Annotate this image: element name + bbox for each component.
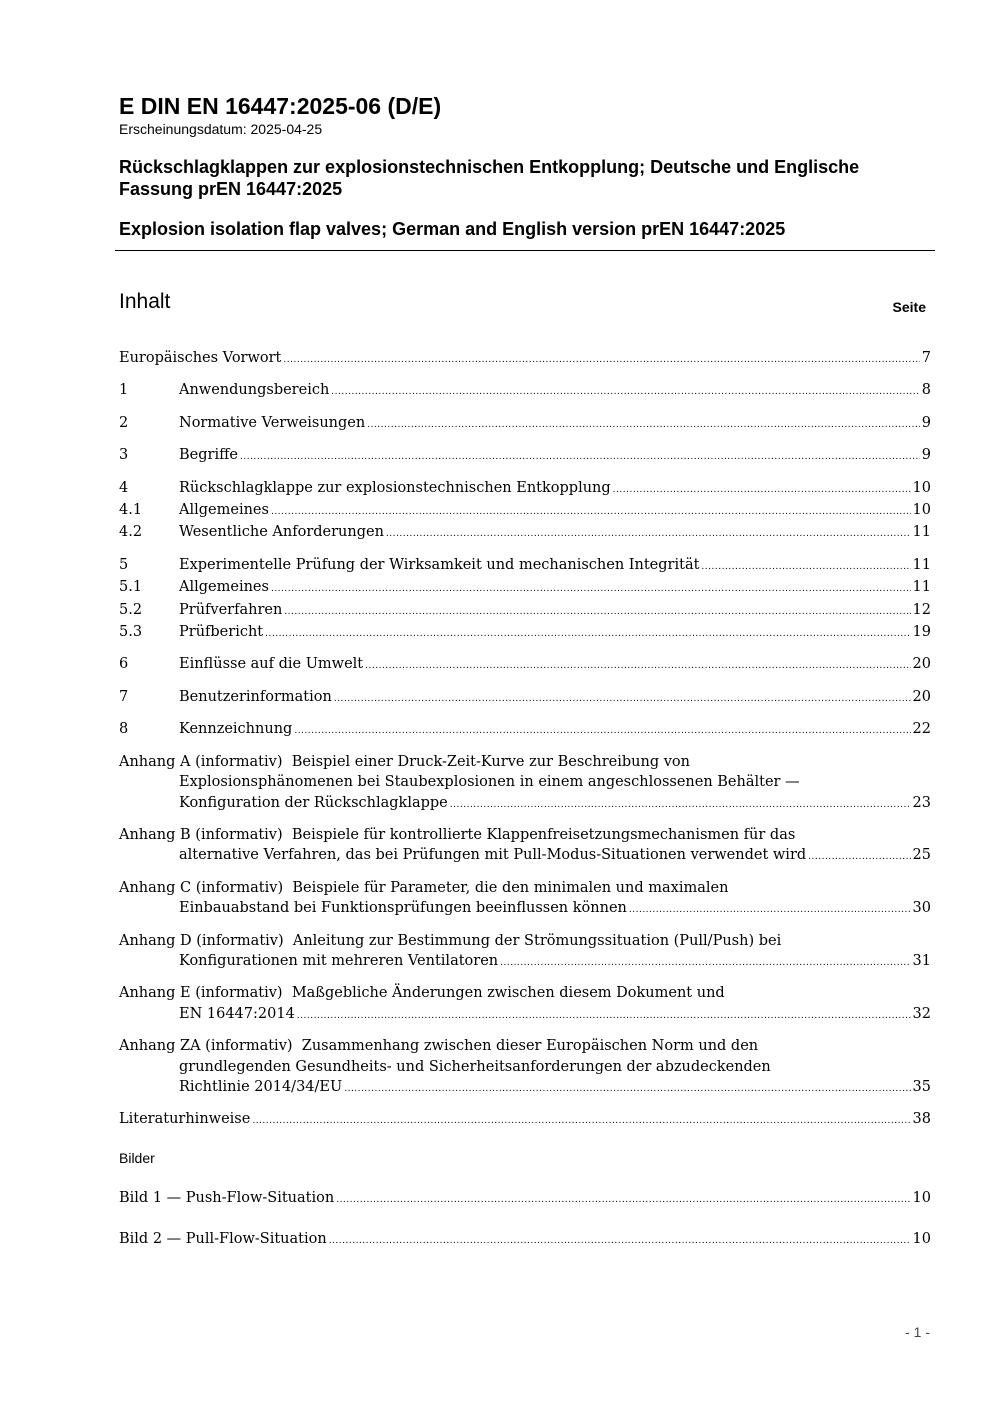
toc-entry-page: 25 <box>912 847 931 864</box>
page-number: - 1 - <box>905 1324 930 1340</box>
annex-title-line: Konfigurationen mit mehreren Ventilatoren <box>179 952 499 969</box>
dot-leader <box>334 687 911 709</box>
table-of-contents <box>119 348 931 1132</box>
toc-entry-page: 22 <box>912 721 931 738</box>
toc-entry-label: Einflüsse auf die Umwelt <box>179 656 364 673</box>
publication-date: Erscheinungsdatum: 2025-04-25 <box>119 121 323 137</box>
annex-prefix: Anhang B (informativ) <box>119 826 283 843</box>
annex-title-line: Explosionsphänomenen bei Staubexplosionen in einem angeschlossenen Behälter — <box>179 774 800 791</box>
dot-leader <box>271 500 911 522</box>
toc-entry-page: 10 <box>912 479 931 496</box>
annex-title-line: Einbauabstand bei Funktionsprüfungen beeinflussen können <box>179 900 627 917</box>
dot-leader <box>613 478 911 500</box>
toc-entry-label: Begriffe <box>179 447 238 464</box>
dot-leader <box>808 845 910 867</box>
toc-entry-page: 12 <box>912 601 931 618</box>
toc-entry-number: 4.1 <box>119 502 143 519</box>
annex-prefix: Anhang A (informativ) <box>119 753 283 770</box>
document-id: E DIN EN 16447:2025-06 (D/E) <box>119 93 442 119</box>
list-of-figures <box>119 1188 931 1271</box>
dot-leader <box>701 555 910 577</box>
dot-leader <box>265 622 910 644</box>
toc-entry-page: 11 <box>912 579 931 596</box>
toc-entry-number: 5 <box>119 556 129 573</box>
annex-title-line: Beispiele für kontrollierte Klappenfreisetzungsmechanismen für das <box>291 826 796 843</box>
dot-leader <box>294 719 910 741</box>
toc-entry-page: 31 <box>912 952 931 969</box>
annex-title-line: Anleitung zur Bestimmung der Strömungssituation (Pull/Push) bei <box>292 932 782 949</box>
dot-leader <box>252 1109 910 1131</box>
figure-entry-page: 10 <box>912 1231 931 1248</box>
toc-entry-page: 20 <box>912 688 931 705</box>
figure-entry-label: Bild 2 — Pull-Flow-Situation <box>119 1231 327 1248</box>
annex-title-line: alternative Verfahren, das bei Prüfungen mit Pull-Modus-Situationen verwendet wird <box>179 847 807 864</box>
dot-leader <box>329 1229 911 1251</box>
toc-entry-number: 5.2 <box>119 601 143 618</box>
dot-leader <box>367 413 920 435</box>
dot-leader <box>365 654 910 676</box>
toc-entry-number: 6 <box>119 656 129 673</box>
toc-entry-page: 7 <box>921 350 931 366</box>
toc-entry[interactable] <box>119 478 931 500</box>
toc-entry-page: 9 <box>921 414 931 431</box>
dot-leader <box>386 522 911 544</box>
toc-entry-label: Prüfbericht <box>179 624 264 641</box>
toc-entry[interactable] <box>119 500 931 522</box>
annex-title-line: Konfiguration der Rückschlagklappe <box>179 794 448 811</box>
toc-entry-number: 3 <box>119 447 129 464</box>
toc-entry-page: 38 <box>912 1111 931 1128</box>
toc-entry-page: 30 <box>912 900 931 917</box>
toc-entry[interactable] <box>119 687 931 709</box>
annex-title-line: Maßgebliche Änderungen zwischen diesem Dokument und <box>291 985 725 1002</box>
toc-annex-entry[interactable] <box>119 825 931 868</box>
toc-entry-page: 20 <box>912 656 931 673</box>
toc-entry-number: 8 <box>119 721 129 738</box>
toc-entry[interactable] <box>119 600 931 622</box>
annex-title-line: grundlegenden Gesundheits- und Sicherheitsanforderungen der abzudeckenden <box>179 1058 771 1075</box>
annex-prefix: Anhang E (informativ) <box>119 985 283 1002</box>
dot-leader <box>240 445 920 467</box>
toc-annex-entry[interactable] <box>119 931 931 974</box>
toc-entry[interactable] <box>119 577 931 599</box>
toc-entry-label: Benutzerinformation <box>179 688 332 705</box>
toc-entry-label: Europäisches Vorwort <box>119 350 282 366</box>
annex-title-line: EN 16447:2014 <box>179 1005 295 1022</box>
annex-title-line: Beispiel einer Druck-Zeit-Kurve zur Beschreibung von <box>291 753 690 770</box>
dot-leader <box>450 793 911 815</box>
toc-entry[interactable] <box>119 348 931 370</box>
dot-leader <box>284 600 910 622</box>
toc-entry[interactable] <box>119 654 931 676</box>
header-divider <box>115 250 935 251</box>
toc-annex-entry[interactable] <box>119 878 931 921</box>
toc-entry-label: Normative Verweisungen <box>179 414 366 431</box>
toc-entry-page: 23 <box>912 794 931 811</box>
dot-leader <box>331 380 919 402</box>
toc-entry-page: 10 <box>912 502 931 519</box>
figures-heading: Bilder <box>119 1150 155 1166</box>
toc-entry-number: 1 <box>119 382 129 399</box>
toc-entry-page: 35 <box>912 1078 931 1095</box>
toc-entry-number: 5.3 <box>119 624 143 641</box>
toc-entry-label: Rückschlagklappe zur explosionstechnischen Entkopplung <box>179 479 611 496</box>
toc-entry-page: 8 <box>921 382 931 399</box>
toc-entry-label: Anwendungsbereich <box>179 382 330 399</box>
toc-entry-number: 7 <box>119 688 129 705</box>
toc-annex-entry[interactable] <box>119 1036 931 1099</box>
toc-entry[interactable] <box>119 522 931 544</box>
toc-entry-label: Allgemeines <box>179 579 269 596</box>
toc-entry-label: Wesentliche Anforderungen <box>179 524 384 541</box>
toc-title: Inhalt <box>119 290 171 313</box>
title-german: Rückschlagklappen zur explosionstechnischen Entkopplung; Deutsche und Englische Fassung prEN 16447:2025 <box>119 157 860 199</box>
toc-annex-entry[interactable] <box>119 983 931 1026</box>
toc-entry-page: 9 <box>921 447 931 464</box>
toc-annex-entry[interactable] <box>119 752 931 815</box>
toc-entry[interactable] <box>119 719 931 741</box>
toc-entry[interactable] <box>119 413 931 435</box>
toc-entry-number: 2 <box>119 414 129 431</box>
annex-title-line: Richtlinie 2014/34/EU <box>179 1078 343 1095</box>
dot-leader <box>336 1188 910 1210</box>
dot-leader <box>283 348 919 370</box>
toc-entry-label: Literaturhinweise <box>119 1111 251 1128</box>
figure-entry[interactable] <box>119 1229 931 1251</box>
annex-title-line: Beispiele für Parameter, die den minimalen und maximalen <box>292 879 729 896</box>
toc-entry-label: Prüfverfahren <box>179 601 283 618</box>
title-english: Explosion isolation flap valves; German and English version prEN 16447:2025 <box>119 219 786 239</box>
toc-entry[interactable] <box>119 555 931 577</box>
dot-leader <box>629 898 911 920</box>
annex-prefix: Anhang ZA (informativ) <box>119 1038 293 1055</box>
toc-entry[interactable] <box>119 445 931 467</box>
toc-entry[interactable] <box>119 622 931 644</box>
toc-entry-label: Kennzeichnung <box>179 721 293 738</box>
toc-entry[interactable] <box>119 1109 931 1131</box>
dot-leader <box>297 1004 911 1026</box>
annex-prefix: Anhang C (informativ) <box>119 879 284 896</box>
figure-entry-page: 10 <box>912 1190 931 1206</box>
dot-leader <box>500 951 910 973</box>
toc-entry-number: 4 <box>119 479 129 496</box>
dot-leader <box>271 577 911 599</box>
toc-entry-label: Experimentelle Prüfung der Wirksamkeit und mechanischen Integrität <box>179 556 700 573</box>
toc-entry-page: 32 <box>912 1005 931 1022</box>
dot-leader <box>344 1077 910 1099</box>
annex-prefix: Anhang D (informativ) <box>119 932 284 949</box>
toc-entry[interactable] <box>119 380 931 402</box>
toc-entry-page: 11 <box>912 524 931 541</box>
toc-entry-number: 4.2 <box>119 524 143 541</box>
toc-entry-page: 11 <box>912 556 931 573</box>
toc-entry-page: 19 <box>912 624 931 641</box>
figure-entry-label: Bild 1 — Push-Flow-Situation <box>119 1190 335 1206</box>
toc-entry-number: 5.1 <box>119 579 143 596</box>
document-header <box>119 92 935 240</box>
figure-entry[interactable] <box>119 1188 931 1210</box>
toc-entry-label: Allgemeines <box>179 502 269 519</box>
annex-title-line: Zusammenhang zwischen dieser Europäischen Norm und den <box>301 1038 759 1055</box>
toc-page-column-label: Seite <box>892 299 926 315</box>
